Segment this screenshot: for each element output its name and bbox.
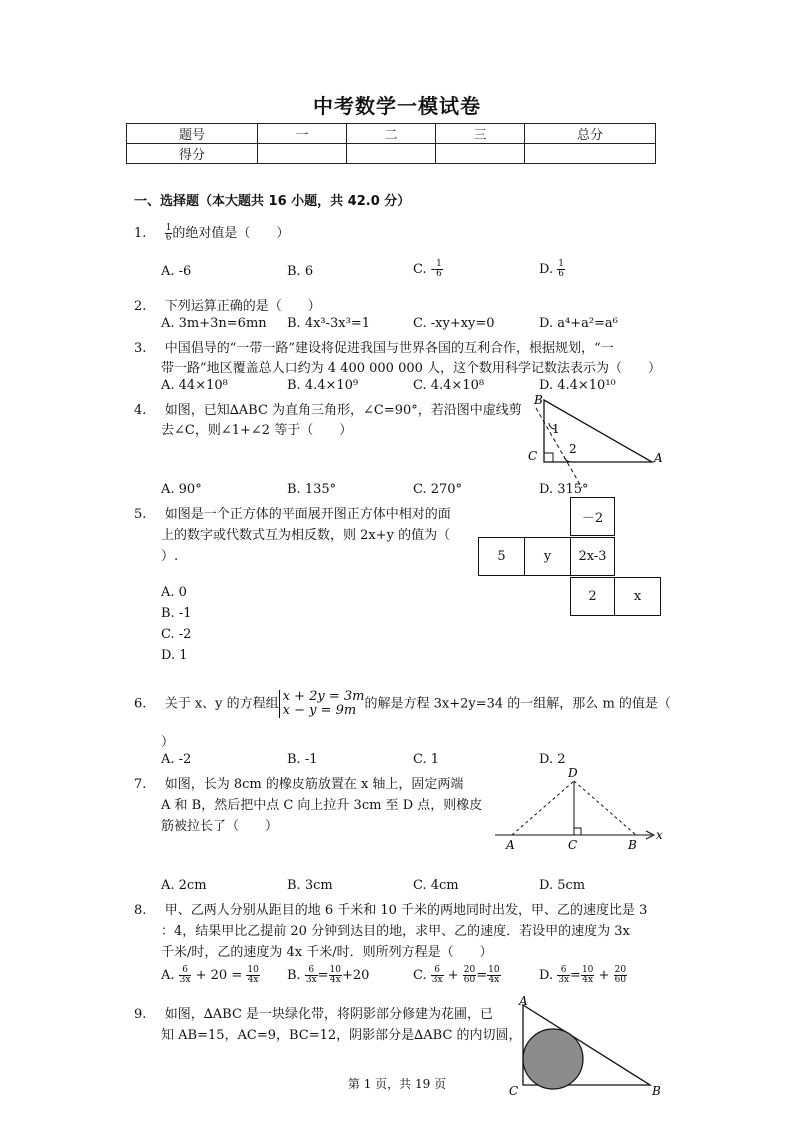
page-title: 中考数学一模试卷: [313, 94, 481, 118]
score-cell: [436, 144, 525, 164]
question-stem-line: ：4，结果甲比乙提前 20 分钟到达目的地，求甲、乙的速度．若设甲的速度为 3x: [161, 924, 630, 939]
angle-2-arc: [564, 456, 571, 462]
option-b: B. -1: [161, 606, 192, 621]
option-d: D. 4.4×10¹⁰: [539, 378, 616, 393]
vertex-c-label: C: [509, 1084, 519, 1098]
question-3: [134, 337, 614, 356]
vertex-c-label: C: [528, 449, 538, 463]
right-angle-mark: [544, 453, 553, 462]
score-cell: [258, 144, 347, 164]
option-a: A. -6: [161, 264, 192, 279]
question-stem: 下列运算正确的是（ ）: [164, 299, 321, 314]
score-header-cell: 三: [436, 124, 525, 144]
net-cell: －2: [570, 497, 615, 536]
question-2: [134, 295, 321, 314]
rubber-band-figure: [490, 765, 670, 855]
option-d: D. 1: [161, 648, 188, 663]
question-stem-line: ）: [161, 735, 175, 750]
point-c-label: C: [568, 838, 578, 852]
score-row-label: 得分: [127, 144, 258, 164]
question-stem-line: ）.: [161, 549, 179, 564]
question-number: 7.: [134, 777, 147, 792]
net-cell: 2x-3: [570, 537, 615, 576]
score-table: [126, 123, 656, 164]
point-d-label: D: [568, 766, 578, 780]
option-b: B. -1: [287, 752, 318, 767]
question-number: 2.: [134, 299, 147, 314]
option-c: C. -2: [161, 627, 192, 642]
option-c: C. 4cm: [413, 878, 459, 893]
option-c: C. 270°: [413, 482, 463, 497]
question-number: 8.: [134, 903, 147, 918]
point-b-label: B: [628, 838, 637, 852]
option-d: D. a⁴+a²=a⁶: [539, 316, 618, 331]
question-stem-line: 筋被拉长了（ ）: [161, 819, 279, 834]
net-cell: 5: [478, 537, 525, 576]
question-stem: 如图是一个正方体的平面展开图正方体中相对的面: [164, 507, 451, 522]
question-number: 5.: [134, 507, 147, 522]
option-b: B. 6: [287, 264, 314, 279]
angle-2-label: 2: [569, 442, 577, 456]
fraction: $\frac{1}{6}$: [165, 223, 172, 243]
segment-db: [574, 781, 636, 835]
net-cell: 2: [570, 577, 615, 616]
option-d: D. 2: [539, 752, 566, 767]
question-number: 9.: [134, 1007, 147, 1022]
option-c: C. 4.4×10⁸: [413, 378, 485, 393]
option-d: D. 315°: [539, 482, 589, 497]
question-stem-line: 千米/时，乙的速度为 4x 千米/时．则所列方程是（ ）: [161, 945, 493, 960]
option-b: B. 135°: [287, 482, 337, 497]
option-a: A. 2cm: [161, 878, 207, 893]
option-c: C. 1: [413, 752, 440, 767]
section-heading: 一、选择题（本大题共 16 小题，共 42.0 分）: [134, 194, 411, 209]
option-d: D. $\frac{6}{3x}$ = $\frac{10}{4x}$ + $\frac{20}{60}$: [539, 965, 627, 985]
x-axis-label: x: [656, 828, 663, 842]
score-table-score-row: [127, 144, 656, 164]
option-b: B. $\frac{6}{3x}$ = $\frac{10}{4x}$ +20: [287, 965, 370, 985]
score-cell: [347, 144, 436, 164]
question-stem-line: 上的数字或代数式互为相反数，则 2x+y 的值为（: [161, 528, 451, 543]
question-stem: 如图，长为 8cm 的橡皮筋放置在 x 轴上，固定两端: [164, 777, 464, 792]
question-number: 6.: [134, 696, 147, 712]
question-stem-line: 带一路”地区覆盖总人口约为 4 400 000 000 人，这个数用科学记数法表示为（ ）: [161, 361, 662, 376]
question-6: [134, 690, 671, 718]
option-b: B. 4.4×10⁹: [287, 378, 359, 393]
question-stem: 甲、乙两人分别从距目的地 6 千米和 10 千米的两地同时出发，甲、乙的速度比是 3: [164, 903, 648, 918]
option-d: D. 5cm: [539, 878, 586, 893]
segment-ad: [512, 781, 574, 835]
question-9: [134, 1003, 493, 1022]
question-stem: 如图，∆ABC 是一块绿化带，将阴影部分修建为花圃，已: [164, 1007, 494, 1022]
net-cell: x: [614, 577, 661, 616]
option-b: B. 3cm: [287, 878, 333, 893]
angle-1-label: 1: [552, 422, 560, 436]
option-a: A. 3m+3n=6mn: [161, 316, 267, 331]
question-stem-line: A 和 B，然后把中点 C 向上拉升 3cm 至 D 点，则橡皮: [161, 798, 483, 813]
vertex-b-label: B: [534, 393, 543, 407]
question-4: [134, 399, 522, 418]
option-a: A. 0: [161, 585, 187, 600]
score-header-cell: 总分: [525, 124, 656, 144]
point-a-label: A: [506, 838, 515, 852]
net-cell: y: [524, 537, 571, 576]
question-number: 3.: [134, 341, 147, 356]
right-angle-mark: [574, 828, 581, 835]
option-a: A. $\frac{6}{3x}$ + 20 = $\frac{10}{4x}$: [161, 965, 259, 985]
vertex-a-label: A: [654, 451, 663, 465]
question-8: [134, 899, 647, 918]
question-number: 4.: [134, 403, 147, 418]
question-stem-line: 去∠C，则∠1+∠2 等于（ ）: [161, 423, 353, 438]
option-c: C. -xy+xy=0: [413, 316, 495, 331]
option-a: A. 44×10⁸: [161, 378, 228, 393]
question-number: 1.: [134, 226, 147, 241]
question-stem: 的解是方程 3x+2y=34 的一组解，那么 m 的值是（: [364, 696, 671, 712]
right-triangle-figure: [520, 390, 670, 495]
question-stem: 的绝对值是（ ）: [172, 226, 290, 241]
option-a: A. -2: [161, 752, 192, 767]
page-footer: 第 1 页，共 19 页: [347, 1077, 447, 1091]
option-d: D. $\frac{1}{6}$: [539, 259, 564, 279]
question-7: [134, 773, 463, 792]
question-5: [134, 503, 451, 522]
triangle-abc: [544, 400, 652, 462]
score-table-header-row: [127, 124, 656, 144]
question-1: [134, 222, 289, 243]
option-c: C. - $\frac{1}{6}$: [413, 259, 442, 279]
option-c: C. $\frac{6}{3x}$ + $\frac{20}{60}$ = $\frac{10}{4x}$: [413, 965, 500, 985]
question-stem-line: 知 AB=15，AC=9，BC=12，阴影部分是∆ABC 的内切圆，: [161, 1028, 522, 1043]
vertex-a-label: A: [519, 995, 528, 1008]
question-stem: 关于 x、y 的方程组: [164, 696, 279, 712]
score-header-cell: 一: [258, 124, 347, 144]
option-b: B. 4x³-3x³=1: [287, 316, 371, 331]
question-stem: 如图，已知∆ABC 为直角三角形，∠C=90°，若沿图中虚线剪: [164, 403, 522, 418]
score-header-cell: 二: [347, 124, 436, 144]
vertex-b-label: B: [652, 1084, 661, 1098]
score-header-cell: 题号: [127, 124, 258, 144]
option-a: A. 90°: [161, 482, 202, 497]
score-cell: [525, 144, 656, 164]
question-stem: 中国倡导的“一带一路”建设将促进我国与世界各国的互利合作，根据规划，“一: [164, 341, 614, 356]
equation-system: x + 2y = 3m x − y = 9m: [279, 690, 365, 718]
